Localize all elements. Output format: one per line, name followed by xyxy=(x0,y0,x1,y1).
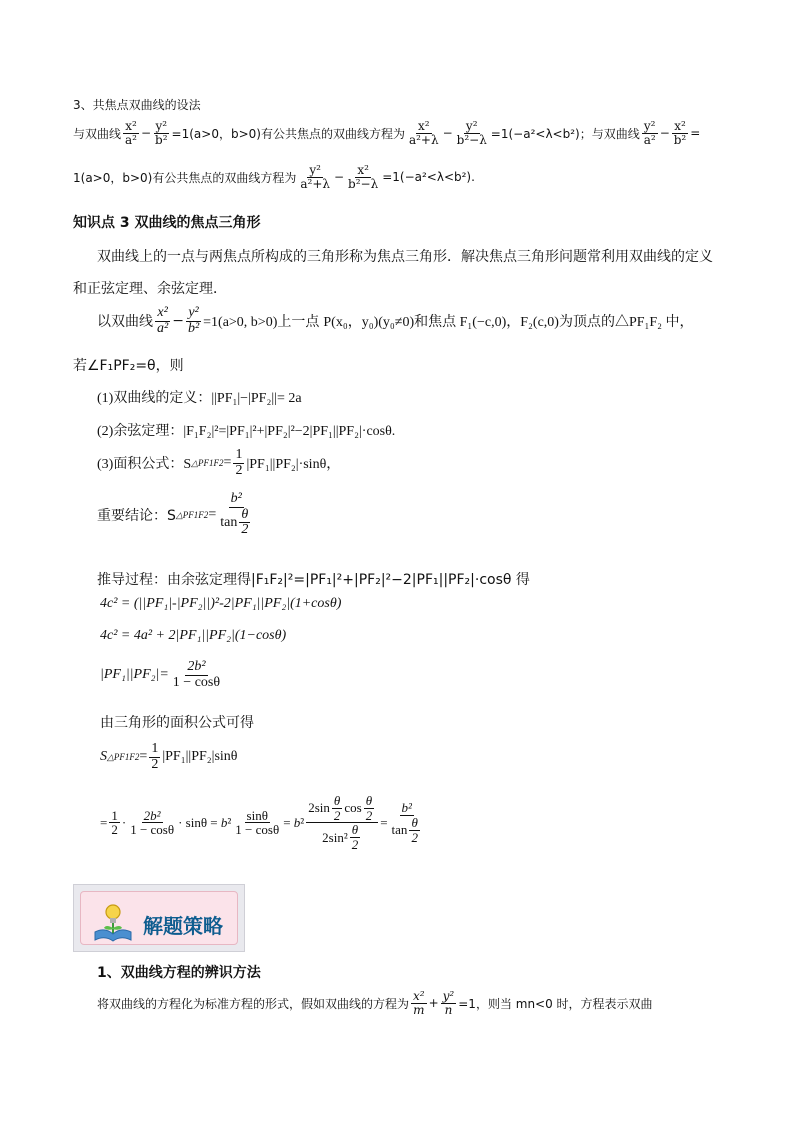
eq-c-left: |PF₁||PF₂|= xyxy=(100,667,169,683)
frac-y2-b2: $\frac{\text{y²}}{\text{b²}}$ xyxy=(155,119,168,147)
chain-half-angle: 2sin $\frac{\theta}{2}$ cos $\frac{\theta}{2}$ 2sin² $\frac{\theta}{2}$ xyxy=(306,794,378,852)
sec3-eq3-tail: = xyxy=(690,126,701,141)
chain-half: $\frac{1}{2}$ xyxy=(111,807,118,838)
area-from-formula: 由三角形的面积公式可得 xyxy=(100,715,254,731)
derivation-eq-b: 4c² = 4a² + 2|PF₁||PF₂|(1−cosθ) xyxy=(100,628,287,643)
strategy1-text-a: 将双曲线的方程化为标准方程的形式，假如双曲线的方程为 xyxy=(97,996,410,1011)
area-derivation-chain: = $\frac{1}{2}$ · $\frac{\text{2b²}}{1 - \cos\theta}$ · sinθ = b² $\frac{\sin\theta}{1 - \cos\theta}$ = b² 2sin $\frac{\theta}{2}$ cos $\frac{\theta}{2}$ 2sin² $\frac{\theta}{2}$ = b² tan $\frac{\theta}{2}$ xyxy=(100,794,426,852)
frac-y2-b2-setup: $\frac{\text{y²}}{\text{b²}}$ xyxy=(187,305,200,336)
setup-angle: 若∠F₁PF₂=θ，则 xyxy=(73,358,184,374)
strategy1-text: 将双曲线的方程化为标准方程的形式，假如双曲线的方程为 $\frac{\text{x²}}{m}$ + $\frac{\text{y²}}{n}$ =1，则当 mn<0 时，方程表示双曲 xyxy=(97,989,653,1017)
chain-sin-over: $\frac{\sin\theta}{1 - \cos\theta}$ xyxy=(235,807,280,838)
area-subscript: △PF1F2 xyxy=(191,457,224,468)
item-definition: (1)双曲线的定义：||PF₁|−|PF₂||= 2a xyxy=(97,391,302,406)
frac-x2-b2l: $\frac{\text{x²}}{\text{b²−λ}}$ xyxy=(348,163,379,191)
important-label: 重要结论：S xyxy=(97,508,176,525)
area-tail: |PF₁||PF₂|·sinθ， xyxy=(246,457,341,473)
frac-half: $\frac{1}{2}$ xyxy=(235,447,243,478)
frac-y2-b2l: $\frac{\text{y²}}{\text{b²−λ}}$ xyxy=(456,119,487,147)
frac-x2-a2: $\frac{\text{x²}}{\text{a²}}$ xyxy=(125,119,137,147)
chain-2b2: $\frac{\text{2b²}}{1 - \cos\theta}$ xyxy=(130,807,175,838)
frac-x2-a2l: $\frac{\text{x²}}{\text{a²+λ}}$ xyxy=(408,119,439,147)
setup-text-c: P(x₀，y₀)(y₀≠0)和焦点 F₁(−c,0)，F₂(c,0)为顶点的△PF₁F₂ 中， xyxy=(323,315,694,331)
frac-y2-a2l: $\frac{\text{y²}}{\text{a²+λ}}$ xyxy=(300,163,330,191)
item-cosine-law: (2)余弦定理：|F₁F₂|²=|PF₁|²+|PF₂|²−2|PF₁||PF₂|·cosθ. xyxy=(97,424,396,439)
setup-text-b: =1(a>0, b>0)上一点 xyxy=(203,315,320,331)
intro-paragraph-2: 和正弦定理、余弦定理． xyxy=(73,281,227,297)
setup-line: 以双曲线 $\frac{\text{x²}}{\text{a²}}$ − $\frac{\text{y²}}{\text{b²}}$ =1(a>0, b>0)上一点 P(x₀，y₀)(y₀≠0)和焦点 F₁(−c,0)，F₂(c,0)为顶点的△PF₁F₂ 中， xyxy=(97,305,694,336)
derivation-eq-a: 4c² = (||PF₁|-|PF₂||)²-2|PF₁||PF₂|(1+cosθ) xyxy=(100,596,342,611)
item-area-formula: (3)面积公式：S △PF1F2 = $\frac{1}{2}$ |PF₁||PF₂|·sinθ， xyxy=(97,447,341,478)
sec3-line2: 1(a>0，b>0)有公共焦点的双曲线方程为 $\frac{\text{y²}}{\text{a²+λ}}$ − $\frac{\text{x²}}{\text{b²−λ}}$ =1(−a²<λ<b²). xyxy=(73,163,475,191)
frac-2b2-1mcos: $\frac{\text{2b²}}{1 - \cos\theta}$ xyxy=(172,659,221,690)
frac-x2-b2: $\frac{\text{x²}}{\text{b²}}$ xyxy=(673,119,687,147)
frac-x2-m: $\frac{\text{x²}}{m}$ xyxy=(413,989,425,1017)
setup-text-a: 以双曲线 xyxy=(97,314,153,331)
area-expr-tail: |PF₁||PF₂|sinθ xyxy=(162,749,238,765)
section3-heading: 3、共焦点双曲线的设法 xyxy=(73,98,201,112)
sec3-text-a: 与双曲线 xyxy=(73,126,122,141)
area-expression: S △PF1F2 = $\frac{1}{2}$ |PF₁||PF₂|sinθ xyxy=(100,741,238,772)
important-subscript: △PF1F2 xyxy=(175,509,209,520)
strategy-banner-inner xyxy=(80,891,238,945)
derivation-eq-c xyxy=(100,660,224,690)
strategy1-text-b: =1，则当 mn<0 时，方程表示双曲 xyxy=(458,996,653,1011)
item-important-result: 重要结论：S △PF1F2 = b² tan $\frac{\theta}{2}$ xyxy=(97,492,256,538)
strategy-banner xyxy=(73,884,245,952)
area-expr-subscript: △PF1F2 xyxy=(107,751,140,762)
sec3-eq2-tail: =1(−a²<λ<b²)；与双曲线 xyxy=(490,126,640,141)
intro-paragraph-1: 双曲线上的一点与两焦点所构成的三角形称为焦点三角形．解决焦点三角形问题常利用双曲线的定义 xyxy=(97,249,713,265)
sec3-line2-start: 1(a>0，b>0)有公共焦点的双曲线方程为 xyxy=(73,170,297,185)
sec3-line2-end: =1(−a²<λ<b²). xyxy=(382,170,475,185)
sec3-line1: 与双曲线 $\frac{\text{x²}}{\text{a²}}$ − $\frac{\text{y²}}{\text{b²}}$ =1(a>0，b>0)有公共焦点的双曲线方程为 $\frac{\text{x²}}{\text{a²+λ}}$ − $\frac{\text{y²}}{\text{b²−λ}}$ =1(−a²<λ<b²)；与双曲线 $\frac{\text{y²}}{\text{a²}}$ − $\frac{\text{x²}}{\text{b²}}$ = xyxy=(73,119,701,147)
frac-y2-a2: $\frac{\text{y²}}{\text{a²}}$ xyxy=(643,119,656,147)
frac-b2-tan: b² tan $\frac{\theta}{2}$ xyxy=(220,491,249,538)
frac-x2-a2-setup: $\frac{\text{x²}}{\text{a²}}$ xyxy=(157,305,169,336)
frac-half-2: $\frac{1}{2}$ xyxy=(151,741,159,772)
strategy1-heading: 1、双曲线方程的辨识方法 xyxy=(97,965,261,981)
strategy-banner-title: 解题策略 xyxy=(143,914,223,938)
sec3-eq1-tail: =1(a>0，b>0)有公共焦点的双曲线方程为 xyxy=(171,126,405,141)
knowledge3-heading: 知识点 3 双曲线的焦点三角形 xyxy=(73,215,261,231)
area-label: (3)面积公式：S xyxy=(97,457,192,473)
chain-final: b² tan $\frac{\theta}{2}$ xyxy=(391,800,418,845)
derivation-intro: 推导过程：由余弦定理得|F₁F₂|²=|PF₁|²+|PF₂|²−2|PF₁||PF₂|·cosθ 得 xyxy=(97,572,530,588)
frac-y2-n: $\frac{\text{y²}}{n}$ xyxy=(442,989,455,1017)
book-lightbulb-icon xyxy=(91,900,135,944)
